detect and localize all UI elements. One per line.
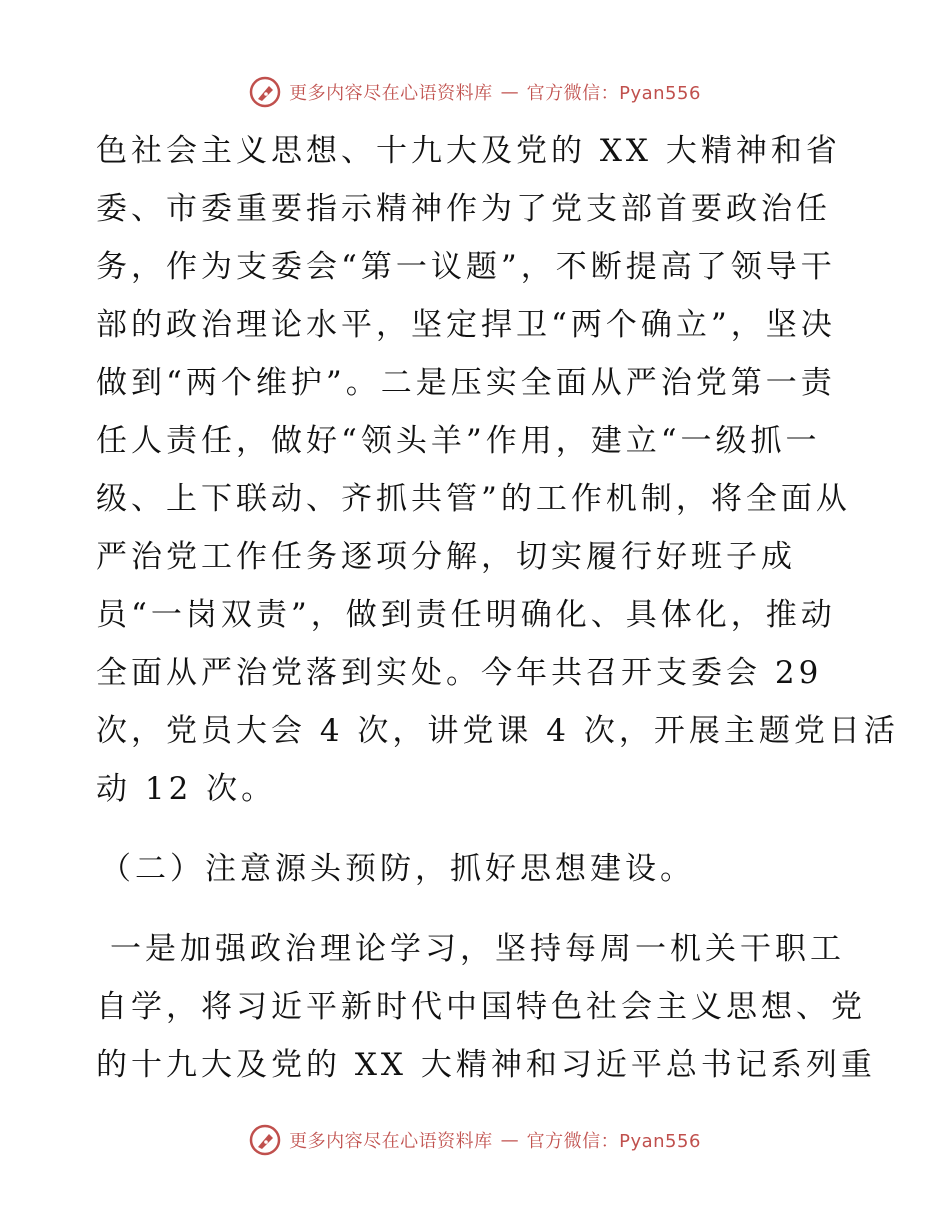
- pen-nib-logo-icon: [249, 76, 281, 108]
- watermark-suffix: 官方微信：Pyan556: [526, 1131, 701, 1152]
- text-line: 一是加强政治理论学习，坚持每周一机关干职工: [110, 931, 845, 967]
- text-line: 全面从严治党落到实处。今年共召开支委会 29: [96, 655, 823, 691]
- text-line: 员“一岗双责”，做到责任明确化、具体化，推动: [96, 597, 836, 633]
- text-line: 次，党员大会 4 次，讲党课 4 次，开展主题党日活: [96, 713, 899, 749]
- paragraph-2: [96, 920, 876, 1094]
- watermark-separator: —: [500, 1129, 519, 1151]
- header-watermark: [0, 72, 950, 112]
- text-line: 做到“两个维护”。二是压实全面从严治党第一责: [96, 365, 836, 401]
- text-line: 自学，将习近平新时代中国特色社会主义思想、党: [96, 989, 866, 1025]
- paragraph-1: [96, 122, 899, 818]
- text-line: 务，作为支委会“第一议题”，不断提高了领导干: [96, 249, 836, 285]
- text-line: 的十九大及党的 XX 大精神和习近平总书记系列重: [96, 1047, 876, 1083]
- paragraph-spacer: [96, 898, 856, 920]
- watermark-separator: —: [500, 81, 519, 103]
- document-body: [96, 122, 899, 1094]
- text-line: 委、市委重要指示精神作为了党支部首要政治任: [96, 191, 831, 227]
- text-line: 部的政治理论水平，坚定捍卫“两个确立”，坚决: [96, 307, 836, 343]
- footer-watermark: [0, 1120, 950, 1160]
- text-line: 色社会主义思想、十九大及党的 XX 大精神和省: [96, 133, 841, 169]
- watermark-text: 更多内容尽在心语资料库: [289, 1131, 493, 1152]
- text-line: 任人责任，做好“领头羊”作用，建立“一级抓一: [96, 423, 821, 459]
- section-heading: （二）注意源头预防，抓好思想建设。: [100, 851, 695, 887]
- pen-nib-logo-icon: [249, 1124, 281, 1156]
- text-line: 严治党工作任务逐项分解，切实履行好班子成: [96, 539, 796, 575]
- paragraph-spacer: [96, 818, 856, 840]
- text-line: 动 12 次。: [96, 771, 277, 807]
- watermark-suffix: 官方微信：Pyan556: [526, 83, 701, 104]
- watermark-text: 更多内容尽在心语资料库: [289, 83, 493, 104]
- text-line: 级、上下联动、齐抓共管”的工作机制，将全面从: [96, 481, 851, 517]
